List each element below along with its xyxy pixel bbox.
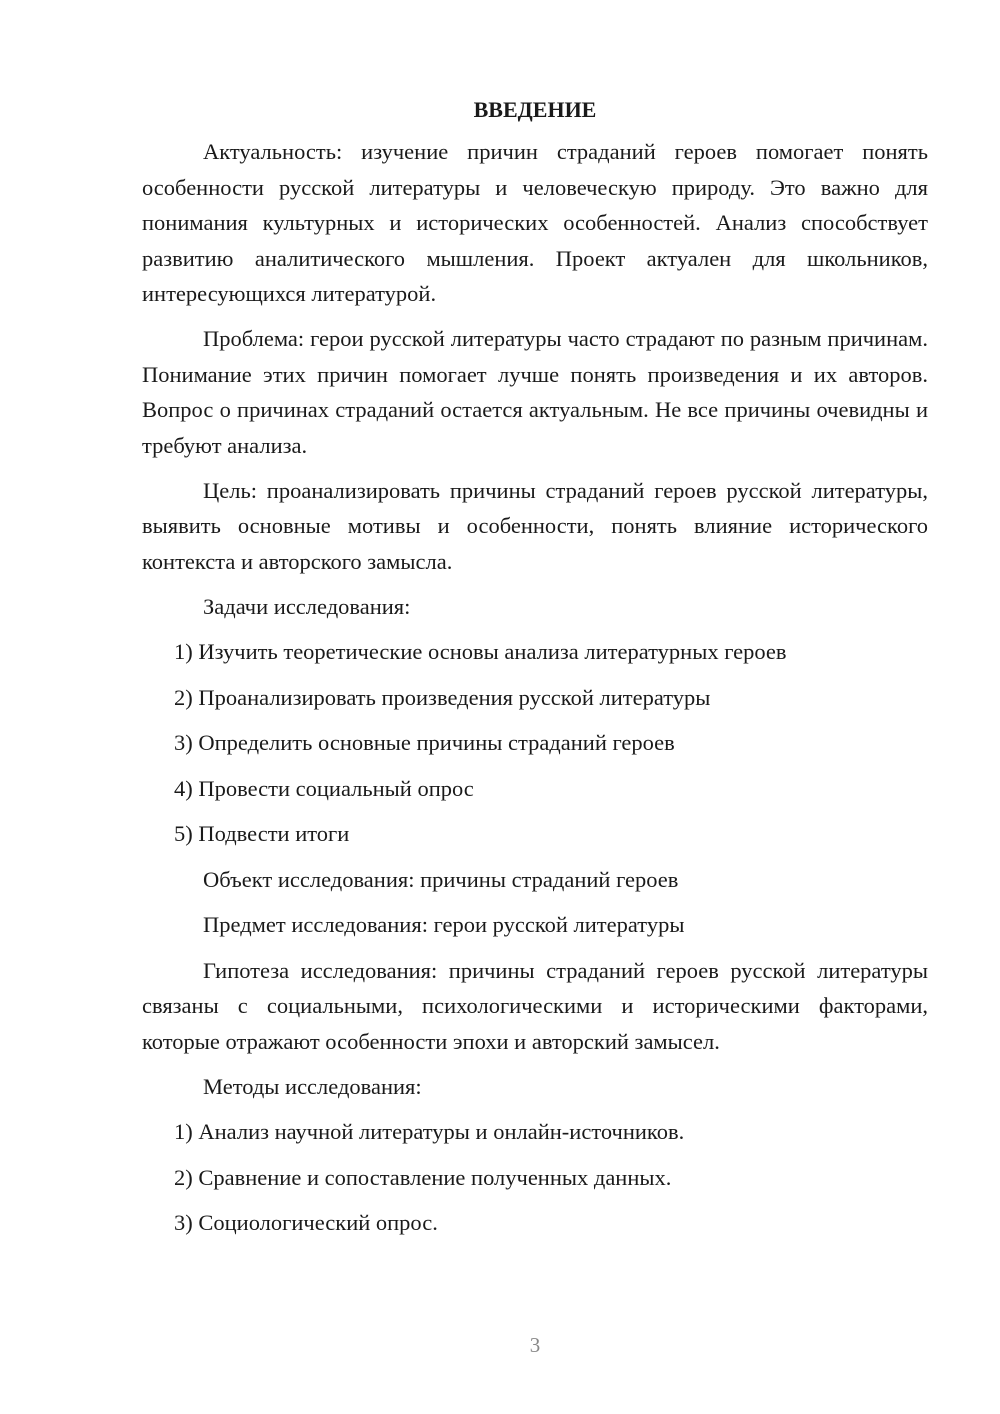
hypothesis-paragraph: Гипотеза исследования: причины страданий героев русской литературы связаны с социальными, психологическими и историческими факторами, которые отражают особенности эпохи и авторский замысел. [142,957,928,1054]
task-item: 4) Провести социальный опрос [174,775,474,801]
method-item: 2) Сравнение и сопоставление полученных данных. [174,1164,672,1190]
research-object: Объект исследования: причины страданий героев [203,866,679,892]
problem-paragraph: Проблема: герои русской литературы часто страдают по разным причинам. Понимание этих причин помогает лучше понять произведения и их авторов. Вопрос о причинах страданий остается актуальным. Не все причины очевидны и требуют анализа. [142,326,928,458]
section-heading: ВВЕДЕНИЕ [473,97,597,122]
task-item: 1) Изучить теоретические основы анализа литературных героев [174,639,787,664]
relevance-paragraph: Актуальность: изучение причин страданий героев помогает понять особенности русской литературы и человеческую природу. Это важно для понимания культурных и исторических особенностей. Анализ способствует развитию аналитического мышления. Проект актуален для школьников, интересующихся литературой. [142,139,928,306]
method-item: 3) Социологический опрос. [174,1210,438,1235]
tasks-title: Задачи исследования: [203,593,411,619]
task-item: 3) Определить основные причины страданий героев [174,730,675,755]
task-item: 2) Проанализировать произведения русской литературы [174,684,711,710]
page-number: 3 [529,1333,541,1357]
methods-title: Методы исследования: [203,1073,422,1099]
goal-paragraph: Цель: проанализировать причины страданий героев русской литературы, выявить основные мотивы и особенности, понять влияние исторического контекста и авторского замысла. [142,477,928,574]
task-item: 5) Подвести итоги [174,821,350,846]
method-item: 1) Анализ научной литературы и онлайн-источников. [174,1119,685,1144]
document-body [142,96,928,1251]
research-subject: Предмет исследования: герои русской литературы [203,912,685,937]
